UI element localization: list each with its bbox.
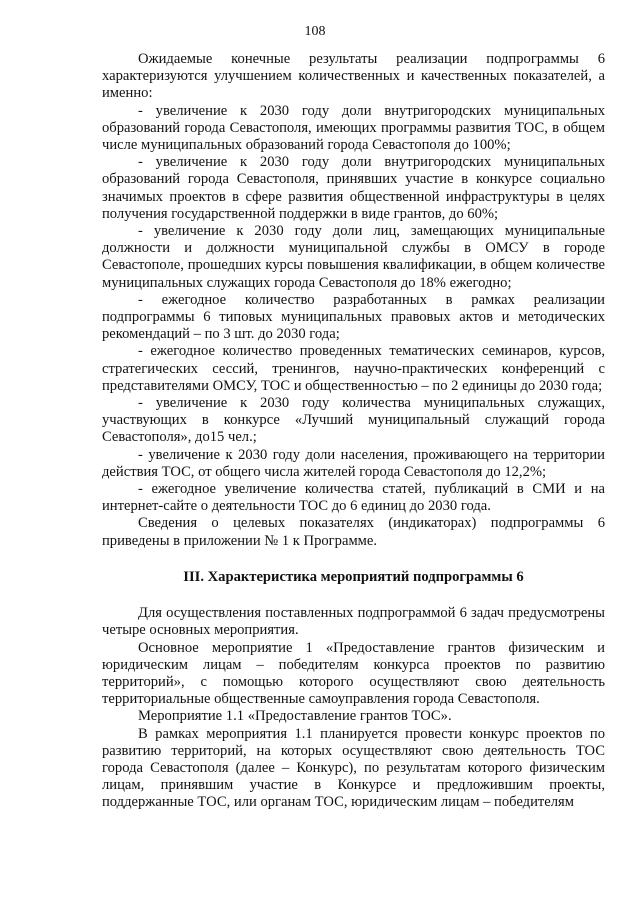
measures-intro-paragraph: Для осуществления поставленных подпрограммой 6 задач предусмотрены четыре основных мероприятия.: [102, 605, 605, 639]
target-item-4: - ежегодное количество разработанных в рамках реализации подпрограммы 6 типовых муниципальных правовых актов и методических рекомендаций – по 3 шт. до 2030 года;: [102, 291, 605, 343]
target-item-1: - увеличение к 2030 году доли внутригородских муниципальных образований города Севастополя, имеющих программы развития ТОС, в общем числе муниципальных образований города Севастополя до 100%;: [102, 102, 605, 154]
target-item-6: - увеличение к 2030 году количества муниципальных служащих, участвующих в конкурсе «Лучший муниципальный служащий города Севастополя», до15 чел.;: [102, 395, 605, 446]
results-intro-paragraph: Ожидаемые конечные результаты реализации подпрограммы 6 характеризуются улучшением количественных и качественных показателей, а именно:: [102, 51, 605, 102]
target-item-8: - ежегодное увеличение количества статей, публикаций в СМИ и на интернет-сайте о деятельности ТОС до 6 единиц до 2030 года.: [102, 481, 605, 515]
measure-1-1-description: В рамках мероприятия 1.1 планируется провести конкурс проектов по развитию территорий, на которых осуществляют свою деятельность ТОС города Севастополя (далее – Конкурс), по результатам которого физическим лицам, принявшим участие в Конкурсе и предложившим проекты, поддержанные ТОС, или органам ТОС, юридическим лицам – победителям: [102, 725, 605, 811]
indicators-reference-paragraph: Сведения о целевых показателях (индикаторах) подпрограммы 6 приведены в приложении № 1 к Программе.: [102, 515, 605, 549]
target-item-7: - увеличение к 2030 году доли населения, проживающего на территории действия ТОС, от общего числа жителей города Севастополя до 12,2%;: [102, 446, 605, 480]
measure-1-1-title: Мероприятие 1.1 «Предоставление грантов ТОС».: [138, 708, 452, 725]
section-heading: III. Характеристика мероприятий подпрограммы 6: [183, 568, 524, 585]
page-number: 108: [304, 24, 326, 39]
target-item-3: - увеличение к 2030 году доли лиц, замещающих муниципальные должности и должности муниципальной службы в ОМСУ в городе Севастополе, прошедших курсы повышения квалификации, в общем количестве муниципальных служащих города Севастополя до 18% ежегодно;: [102, 223, 605, 291]
main-measure-1-paragraph: Основное мероприятие 1 «Предоставление грантов физическим и юридическим лицам – победителям конкурса проектов по развитию территорий», с помощью которого осуществляют свою деятельность территориальные общественные самоуправления города Севастополя.: [102, 639, 605, 708]
target-item-5: - ежегодное количество проведенных тематических семинаров, курсов, стратегических сессий, тренингов, научно-практических конференций с представителями ОМСУ, ТОС и общественностью – по 2 единицы до 2030 года;: [102, 343, 605, 394]
target-item-2: - увеличение к 2030 году доли внутригородских муниципальных образований города Севастополя, принявших участие в конкурсе социально значимых проектов в сфере развития общественной инфраструктуры в целях получения государственной поддержки в виде грантов, до 60%;: [102, 154, 605, 222]
page-body: [102, 51, 605, 812]
